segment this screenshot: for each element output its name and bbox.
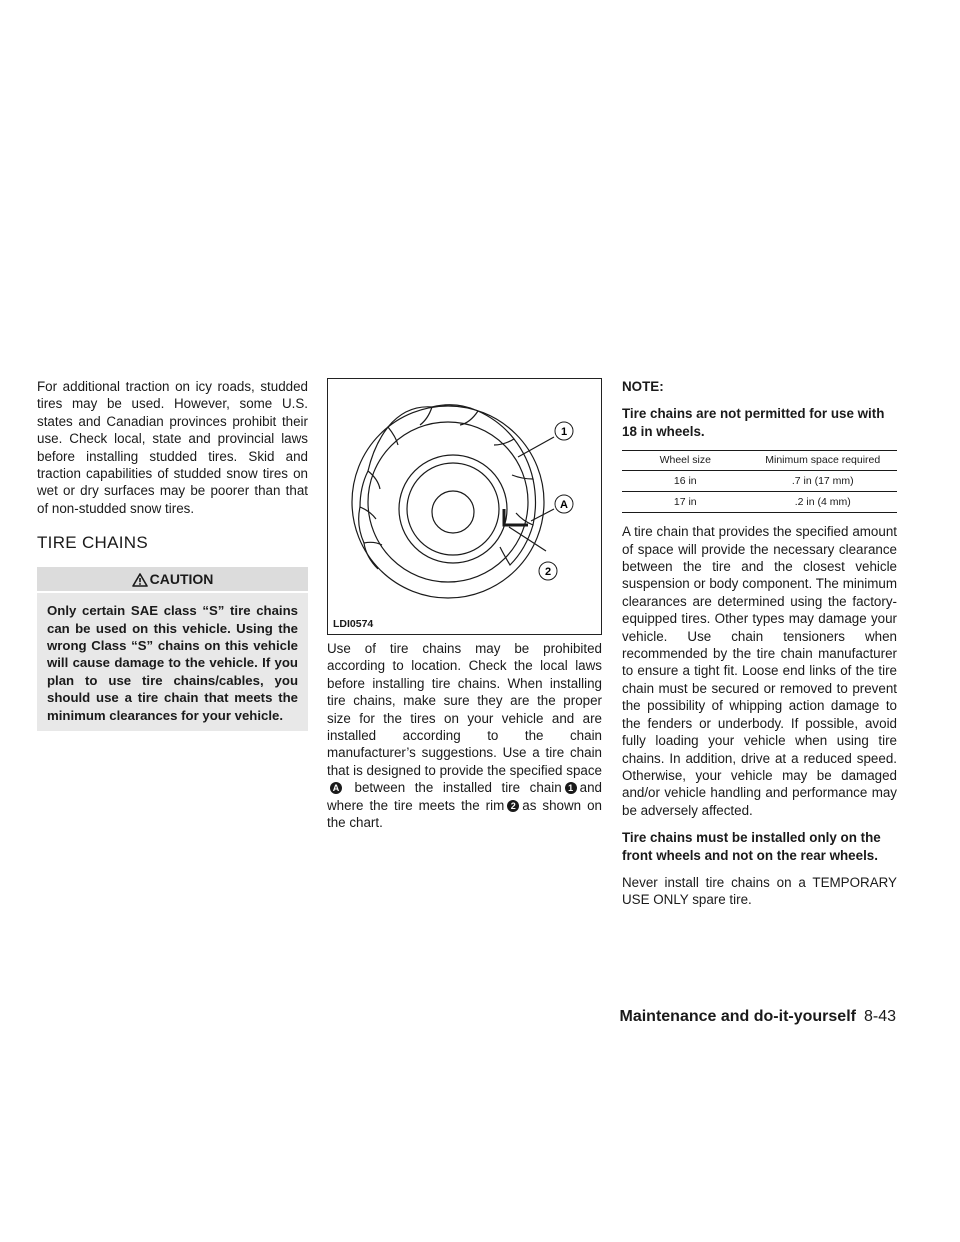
clearance-table bbox=[622, 450, 897, 513]
warning-icon bbox=[132, 573, 148, 587]
table-header: Wheel size bbox=[622, 451, 749, 471]
tire-chain-diagram bbox=[328, 379, 601, 634]
space-marker bbox=[504, 509, 528, 525]
footer-section: Maintenance and do-it-yourself bbox=[619, 1008, 856, 1025]
usage-text-start: Use of tire chains may be prohibited according to location. Check the local laws before installing tire chains. When installing tire chains, make sure they are the proper size for the tires on your vehicle and are installed according to the chain manufacturer’s suggestions. Use a tire chain that is designed to provide the specified space bbox=[327, 641, 602, 778]
right-column bbox=[622, 378, 897, 919]
callout-a bbox=[555, 495, 573, 513]
section-title: TIRE CHAINS bbox=[37, 533, 148, 553]
clearance-paragraph: A tire chain that provides the specified amount of space will provide the necessary clearance between the tire and the closest vehicle suspension or body component. The minimum clearances are determined using the factory-equipped tires. Other types may damage your vehicle. Use chain tensioners when recommended by the tire chain manufacturer to ensure a tight fit. Loose end links of the tire chain must be secured or removed to prevent the possibility of whipping action damage to the fenders or underbody. If possible, avoid fully loading your vehicle when using tire chains. In addition, drive at a reduced speed. Otherwise, your vehicle may be damaged and/or vehicle handling and performance may be adversely affected. bbox=[622, 524, 897, 818]
callout-2 bbox=[539, 562, 557, 580]
table-cell: .7 in (17 mm) bbox=[749, 471, 898, 492]
wheel-rim-inner bbox=[407, 463, 499, 555]
callout-1-label: 1 bbox=[560, 426, 568, 438]
tire-chain-usage-paragraph bbox=[327, 640, 602, 831]
table-row bbox=[622, 471, 897, 492]
caution-title: CAUTION bbox=[149, 571, 214, 588]
note-title: NOTE: bbox=[622, 379, 664, 394]
usage-text-end: as shown on the chart. bbox=[327, 797, 602, 831]
page-number: 8-43 bbox=[863, 1008, 896, 1025]
tire-chain-figure bbox=[327, 378, 602, 635]
caution-header bbox=[37, 567, 308, 591]
callout-a-label: A bbox=[560, 499, 568, 511]
studded-tires-paragraph: For additional traction on icy roads, studded tires may be used. However, some U.S. states and Canadian provinces prohibit their use. Check local, state and provincial laws before installing studded tires. Skid and traction capabilities of studded snow tires on wet or dry surfaces may be poorer than that of non-studded snow tires. bbox=[37, 379, 308, 516]
callout-2-label: 2 bbox=[544, 566, 552, 578]
table-cell: 16 in bbox=[622, 471, 749, 492]
front-wheels-warning: Tire chains must be installed only on the front wheels and not on the rear wheels. bbox=[622, 830, 881, 863]
usage-text-mid1: between the installed tire chain bbox=[354, 780, 562, 796]
middle-column bbox=[327, 378, 602, 841]
tire-inner-sidewall bbox=[368, 422, 528, 582]
callout-2-inline: 2 bbox=[507, 800, 519, 812]
table-row bbox=[622, 492, 897, 513]
caution-text: Only certain SAE class “S” tire chains can be used on this vehicle. Using the wrong Class “S” chains on this vehicle will cause damage to the vehicle. If you plan to use tire chains/cables, you should use a tire chain that meets the minimum clearances for your vehicle. bbox=[37, 593, 308, 731]
table-cell: 17 in bbox=[622, 492, 749, 513]
table-cell: .2 in (4 mm) bbox=[749, 492, 898, 513]
table-header-row bbox=[622, 451, 897, 471]
callout-a-inline: A bbox=[330, 782, 342, 794]
tire-outer bbox=[352, 406, 544, 598]
callout-1 bbox=[555, 422, 573, 440]
table-header: Minimum space required bbox=[749, 451, 898, 471]
wheel-rim bbox=[399, 455, 507, 563]
left-column bbox=[37, 378, 308, 731]
callout-1-inline: 1 bbox=[565, 782, 577, 794]
page-footer bbox=[620, 1008, 897, 1026]
figure-id: LDI0574 bbox=[333, 618, 374, 630]
note-text: Tire chains are not permitted for use with 18 in wheels. bbox=[622, 406, 885, 439]
spare-tire-paragraph: Never install tire chains on a TEMPORARY USE ONLY spare tire. bbox=[622, 874, 897, 908]
wheel-hub bbox=[432, 491, 474, 533]
usage-text-mid2: and where the tire meets the rim bbox=[327, 780, 602, 813]
